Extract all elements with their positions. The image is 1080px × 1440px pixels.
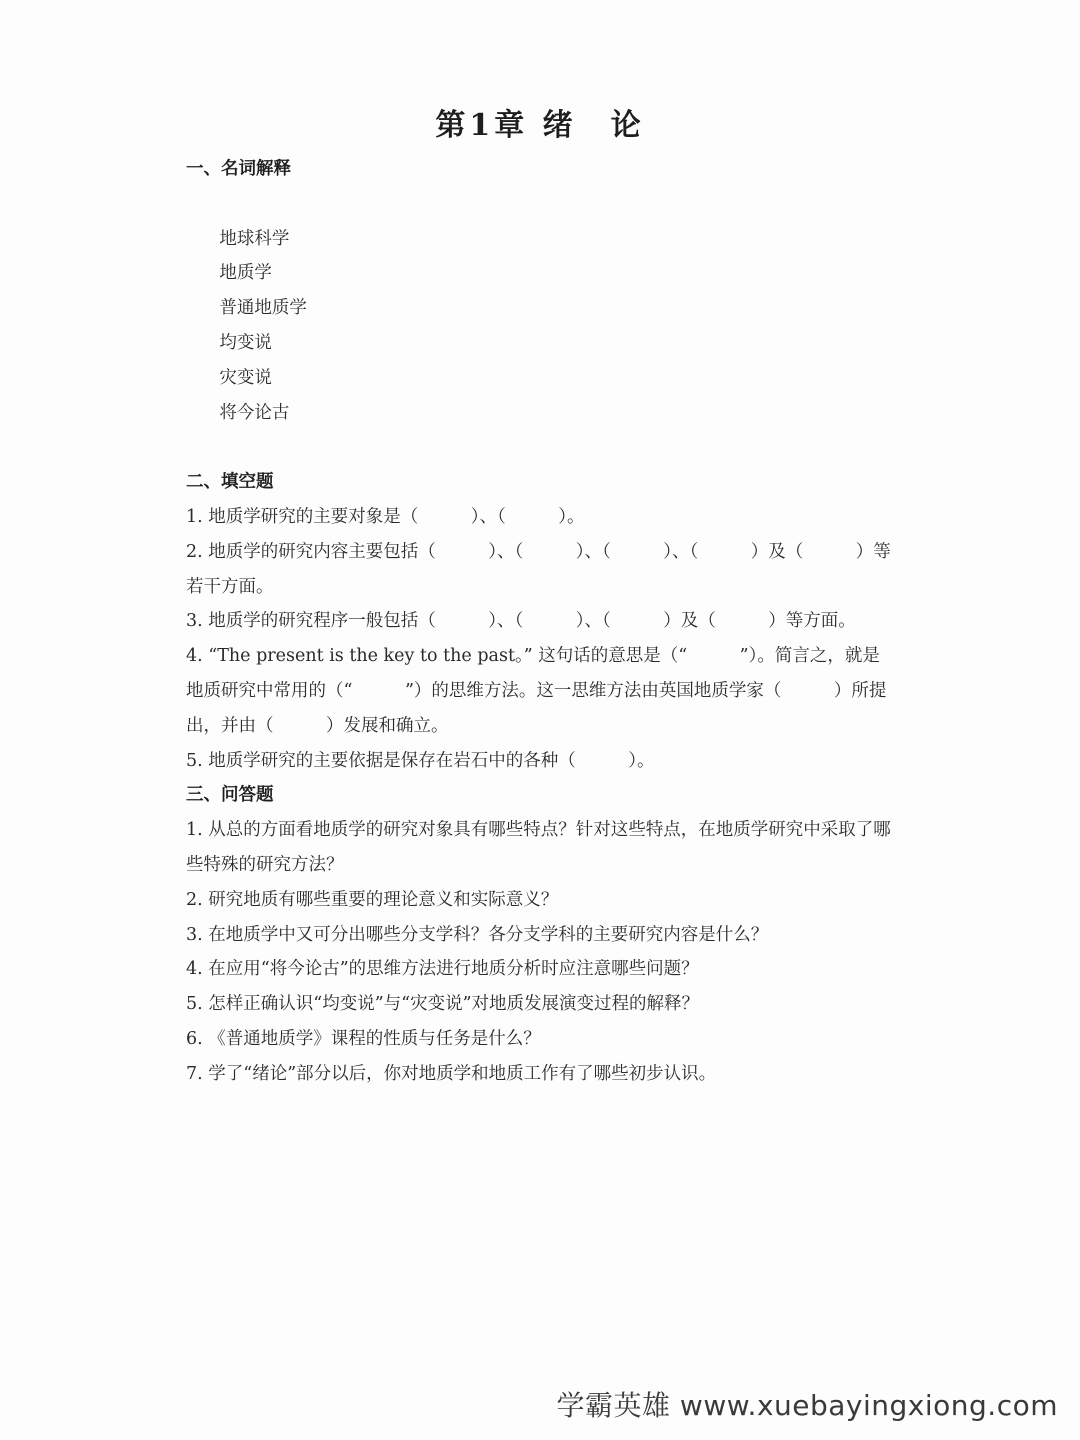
term-item: 地质学 <box>219 263 272 284</box>
fill-question-2: 2. 地质学的研究内容主要包括（ ）、（ ）、（ ）、（ ）及（ ）等 <box>186 541 891 562</box>
term-item: 将今论古 <box>219 402 290 423</box>
fill-question-4-cont: 出，并由（ ）发展和确立。 <box>186 715 449 736</box>
term-list <box>186 187 898 465</box>
qa-question-5: 5. 怎样正确认识“均变说”与“灾变说”对地质发展演变过程的解释？ <box>186 994 700 1015</box>
fill-question-1: 1. 地质学研究的主要对象是（ ）、（ ）。 <box>186 506 585 527</box>
term-item: 灾变说 <box>219 367 272 388</box>
chapter-title: 第1章 绪 论 <box>435 108 645 143</box>
qa-question-3: 3. 在地质学中又可分出哪些分支学科？各分支学科的主要研究内容是什么？ <box>186 924 769 945</box>
term-item: 地球科学 <box>219 228 290 249</box>
qa-question-7: 7. 学了“绪论”部分以后，你对地质学和地质工作有了哪些初步认识。 <box>186 1063 717 1084</box>
section-heading-qa: 三、问答题 <box>186 785 274 806</box>
fill-question-3: 3. 地质学的研究程序一般包括（ ）、（ ）、（ ）及（ ）等方面。 <box>186 611 856 632</box>
qa-question-1: 1. 从总的方面看地质学的研究对象具有哪些特点？针对这些特点，在地质学研究中采取了哪 <box>186 820 891 841</box>
qa-question-2: 2. 研究地质有哪些重要的理论意义和实际意义？ <box>186 889 559 910</box>
fill-question-4: 4. “The present is the key to the past。” 这句话的意思是（“ ”）。简言之，就是 <box>186 646 880 667</box>
fill-question-4-cont: 地质研究中常用的（“ ”）的思维方法。这一思维方法由英国地质学家（ ）所提 <box>186 680 887 701</box>
document-body <box>186 152 898 1092</box>
fill-question-2-cont: 若干方面。 <box>186 576 274 597</box>
fill-question-5: 5. 地质学研究的主要依据是保存在岩石中的各种（ ）。 <box>186 750 655 771</box>
section-heading-terms: 一、名词解释 <box>186 159 291 179</box>
qa-question-4: 4. 在应用“将今论古”的思维方法进行地质分析时应注意哪些问题？ <box>186 959 699 980</box>
section-heading-fill: 二、填空题 <box>186 472 274 493</box>
term-item: 均变说 <box>219 332 272 353</box>
term-item: 普通地质学 <box>219 298 307 319</box>
site-watermark: 学霸英雄 www.xuebayingxiong.com <box>556 1389 1058 1422</box>
qa-question-1-cont: 些特殊的研究方法？ <box>186 854 344 875</box>
qa-question-6: 6. 《普通地质学》课程的性质与任务是什么？ <box>186 1028 541 1049</box>
